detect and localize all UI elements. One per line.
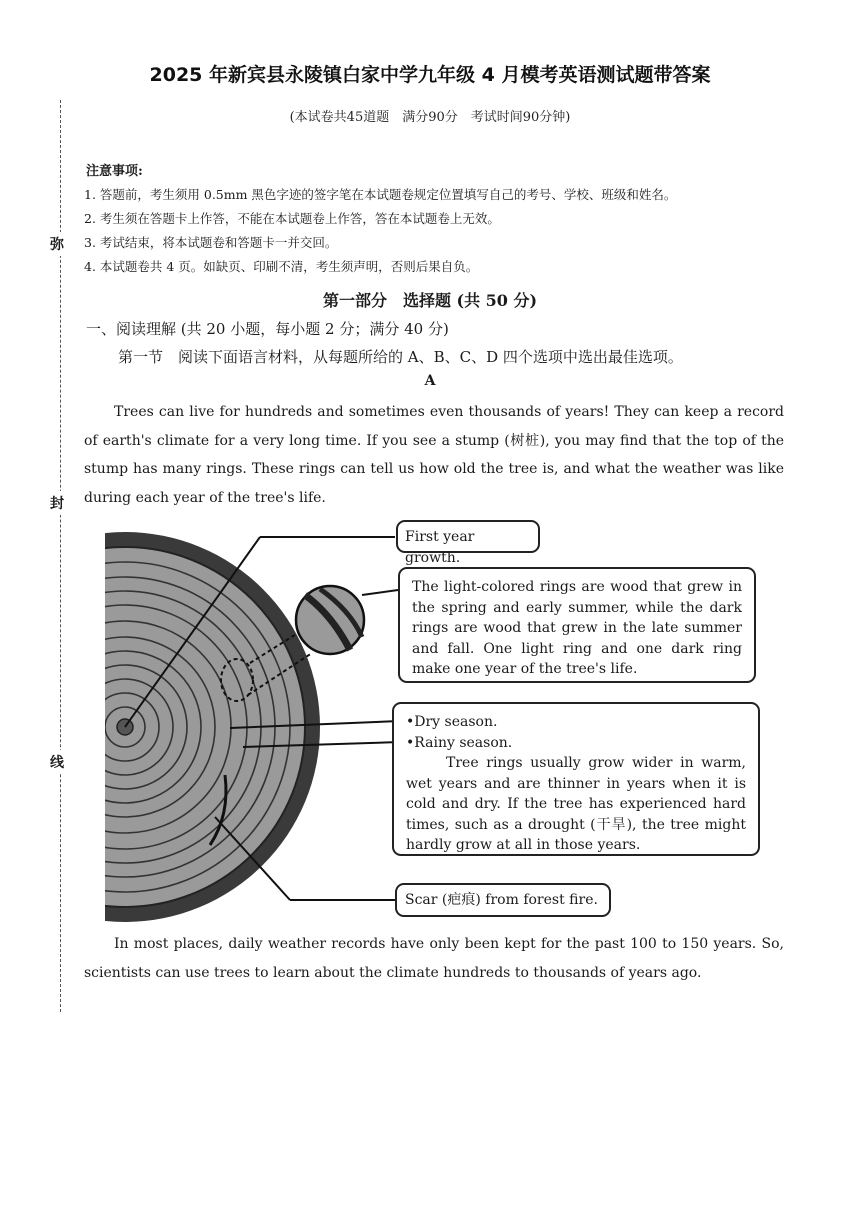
dry-season-label: •Dry season. — [406, 714, 498, 730]
callout-ring-colors — [398, 567, 756, 683]
note-item: 2. 考生须在答题卡上作答，不能在本试题卷上作答，答在本试题卷上无效。 — [84, 211, 500, 226]
seal-label-feng: 封 — [50, 491, 64, 515]
document-title: 2025 年新宾县永陵镇白家中学九年级 4 月模考英语测试题带答案 — [149, 64, 711, 86]
passage-label: A — [424, 373, 436, 389]
first-year-label: First year growth. — [405, 529, 475, 566]
note-item: 3. 考试结束，将本试题卷和答题卡一并交回。 — [84, 235, 338, 250]
callout-ring-width — [392, 702, 760, 856]
seal-label-mi: 弥 — [50, 232, 64, 256]
exam-info: (本试卷共45道题 满分90分 考试时间90分钟) — [289, 110, 571, 125]
notes-heading: 注意事项: — [86, 164, 143, 179]
fire-scar-label: Scar (疤痕) from forest fire. — [405, 892, 598, 908]
note-item: 1. 答题前，考生须用 0.5mm 黑色字迹的签字笔在本试题卷规定位置填写自己的考号、学校、班级和姓名。 — [84, 187, 677, 202]
seal-label-xian: 线 — [50, 750, 64, 774]
passage-intro: Trees can live for hundreds and sometimes even thousands of years! They can keep a record of earth's climate for a very long time. If you see a stump (树桩), you may find that the top of the stump has many rings. These rings can tell us how old the tree is, and what the weather was like during each year of the tree's life. — [84, 404, 784, 506]
rainy-season-label: •Rainy season. — [406, 734, 513, 751]
ring-width-text: Tree rings usually grow wider in warm, wet years and are thinner in years when it is cold and dry. If the tree has experienced hard times, such as a drought (干旱), the tree might hardly grow at all in those years. — [406, 755, 746, 853]
subsection-title: 第一节 阅读下面语言材料，从每题所给的 A、B、C、D 四个选项中选出最佳选项。 — [118, 348, 683, 366]
callout-fire-scar — [395, 883, 611, 917]
note-item: 4. 本试题卷共 4 页。如缺页、印刷不清，考生须声明，否则后果自负。 — [84, 259, 479, 274]
passage-conclusion: In most places, daily weather records have only been kept for the past 100 to 150 years. So, scientists can use trees to learn about the climate hundreds to thousands of years ago. — [84, 936, 784, 981]
ring-colors-text: The light-colored rings are wood that grew in the spring and early summer, while the dark rings are wood that grew in the late summer and fall. One light ring and one dark ring make one year of the tree's life. — [412, 579, 742, 677]
callout-first-year — [396, 520, 540, 566]
section-title: 一、阅读理解 (共 20 小题，每小题 2 分；满分 40 分) — [86, 320, 449, 338]
part-title: 第一部分 选择题 (共 50 分) — [322, 291, 538, 310]
